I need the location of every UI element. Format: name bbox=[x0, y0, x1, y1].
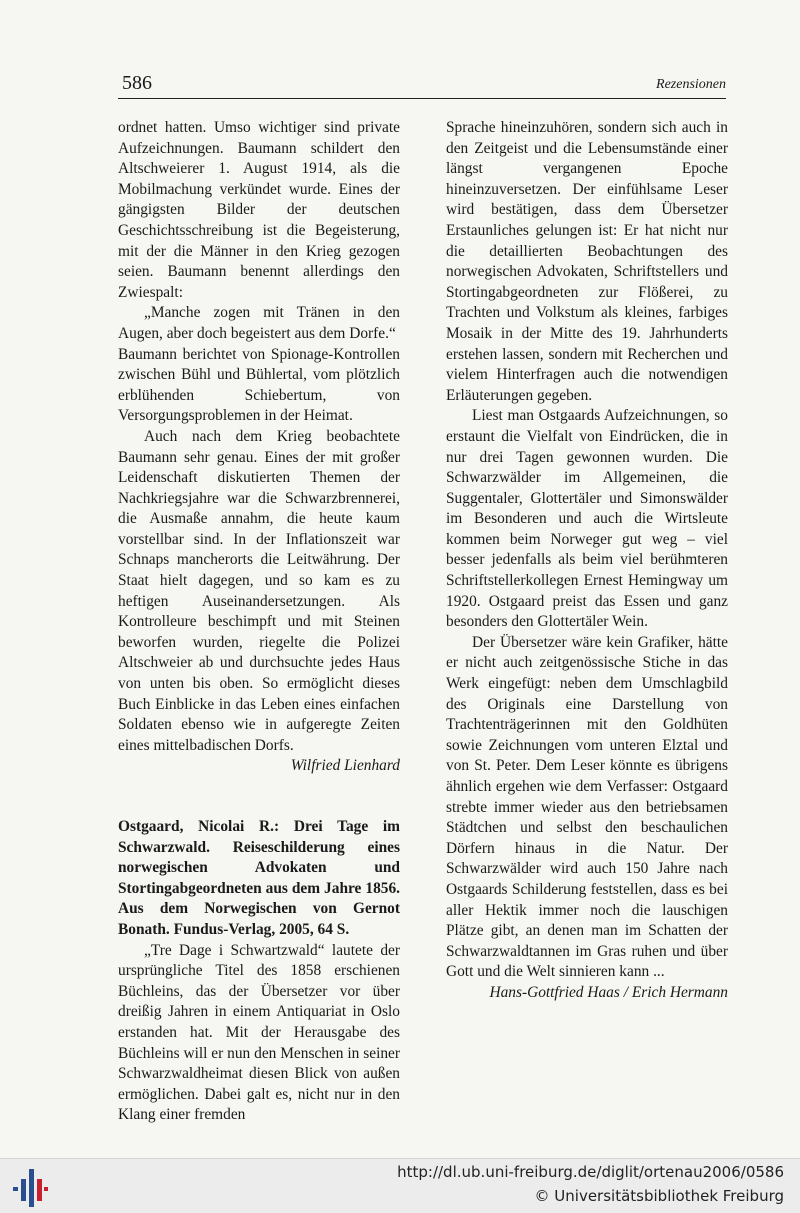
footer-url-link[interactable]: http://dl.ub.uni-freiburg.de/diglit/ortenau2006/0586 bbox=[397, 1163, 784, 1181]
running-head: Rezensionen bbox=[656, 77, 726, 92]
ub-freiburg-logo-icon bbox=[10, 1165, 50, 1209]
left-paragraph-1: ordnet hatten. Umso wichtiger sind private Aufzeichnungen. Baumann schildert den Altschweierer 1. August 1914, als die Mobilmachung verkündet wurde. Eines der gängigsten Bilder der deutschen Geschichtsschreibung ist die Begeisterung, mit der die Männer in den Krieg gezogen seien. Baumann benennt allerdings den Zwiespalt: bbox=[118, 119, 400, 301]
right-paragraph-2: Liest man Ostgaards Aufzeichnungen, so erstaunt die Vielfalt von Eindrücken, die in nur drei Tagen gewonnen wurden. Die Schwarzwälder im Allgemeinen, die Suggentaler, Glottertäler und Simonswälder im Besonderen und auch die Wirtsleute kommen beim Norweger gut weg – viel besser jedenfalls als beim viel berühmteren Schriftstellerkollegen Ernest Hemingway um 1920. Ostgaard preist das Essen und ganz besonders den Glottertäler Wein. bbox=[446, 407, 728, 631]
right-paragraph-1: Sprache hineinzuhören, sondern sich auch in den Zeitgeist und die Lebensumstände einer längst vergangenen Epoche hineinzuversetzen. Der einfühlsame Leser wird bestätigen, dass dem Übersetzer Erstaunliches gelungen ist: Er hat nicht nur die detaillierten Beobachtungen des norwegischen Advokaten, Schriftstellers und Stortingabgeordneten zur Flößerei, zu Trachten und Volkstum als kleines, farbiges Mosaik in der Mitte des 19. Jahrhunderts erstehen lassen, sondern mit Recherchen und vielem Hinterfragen auch die notwendigen Erläuterungen gegeben. bbox=[446, 119, 728, 404]
right-column bbox=[446, 118, 728, 1004]
right-paragraph-3: Der Übersetzer wäre kein Grafiker, hätte er nicht auch zeitgenössische Stiche in das Werk eingefügt: neben dem Umschlagbild des Originals eine Darstellung von Trachtenträgerinnen mit den Goldhüten sowie Zeichnungen vom unteren Elztal und von St. Peter. Dem Leser könnte es übrigens ähnlich ergehen wie dem Verfasser: Ostgaard strebte immer wieder aus den betriebsamen Städtchen und selbst den beschaulichen Dörfern hinaus in die Natur. Der Schwarzwälder wird auch 150 Jahre nach Ostgaards Schilderung feststellen, dass es bei aller Hektik immer noch die lauschigen Plätze gibt, an denen man im Schatten der Schwarzwaldtannen im Gras ruhen und über Gott und die Welt sinnieren kann ... bbox=[446, 633, 728, 981]
left-paragraph-2: Baumann berichtet von Spionage-Kontrollen zwischen Bühl und Bühlertal, vom plötzlich erblühenden Schiebertum, von Versorgungsproblemen in der Heimat. bbox=[118, 345, 400, 425]
left-column bbox=[118, 118, 400, 1126]
review-title: Ostgaard, Nicolai R.: Drei Tage im Schwarzwald. Reiseschilderung eines norwegischen Advokaten und Stortingabgeordneten aus dem Jahre 1856. Aus dem Norwegischen von Gernot Bonath. Fundus-Verlag, 2005, 64 S. bbox=[118, 818, 400, 938]
footer-bar bbox=[0, 1158, 800, 1213]
page-number: 586 bbox=[122, 72, 152, 94]
left-paragraph-4: „Tre Dage i Schwartzwald“ lautete der ursprüngliche Titel des 1858 erschienen Büchleins, das der Übersetzer vor über dreißig Jahren in einem Antiquariat in Oslo erstanden hat. Mit der Herausgabe des Büchleins will er nun den Menschen in seiner Schwarzwaldheimat diesen Blick von außen ermöglichen. Dabei galt es, nicht nur in den Klang einer fremden bbox=[118, 941, 400, 1124]
footer-copyright: © Universitätsbibliothek Freiburg bbox=[534, 1187, 784, 1205]
signature-lienhard: Wilfried Lienhard bbox=[290, 757, 400, 775]
left-paragraph-3: Auch nach dem Krieg beobachtete Baumann sehr genau. Eines der mit großer Leidenschaft diskutierten Themen der Nachkriegsjahre war die Schwarzbrennerei, die Ausmaße annahm, die heute kaum vorstellbar sind. In der Inflationszeit war Schnaps mancherorts die Leitwährung. Der Staat hielt dagegen, und so kam es zu heftigen Auseinandersetzungen. Als Kontrolleure beschimpft und mit Steinen beworfen wurden, riegelte die Polizei Altschweier ab und durchsuchte jedes Haus von unten bis oben. So ermöglicht dieses Buch Einblicke in das Leben eines einfachen Soldaten ebenso wie in aufgeregte Zeiten eines mittelbadischen Dorfs. bbox=[118, 427, 400, 754]
left-quote: „Manche zogen mit Tränen in den Augen, aber doch begeistert aus dem Dorfe.“ bbox=[118, 304, 400, 342]
signature-haas-hermann: Hans-Gottfried Haas / Erich Hermann bbox=[489, 983, 728, 1001]
page-header bbox=[118, 72, 726, 99]
